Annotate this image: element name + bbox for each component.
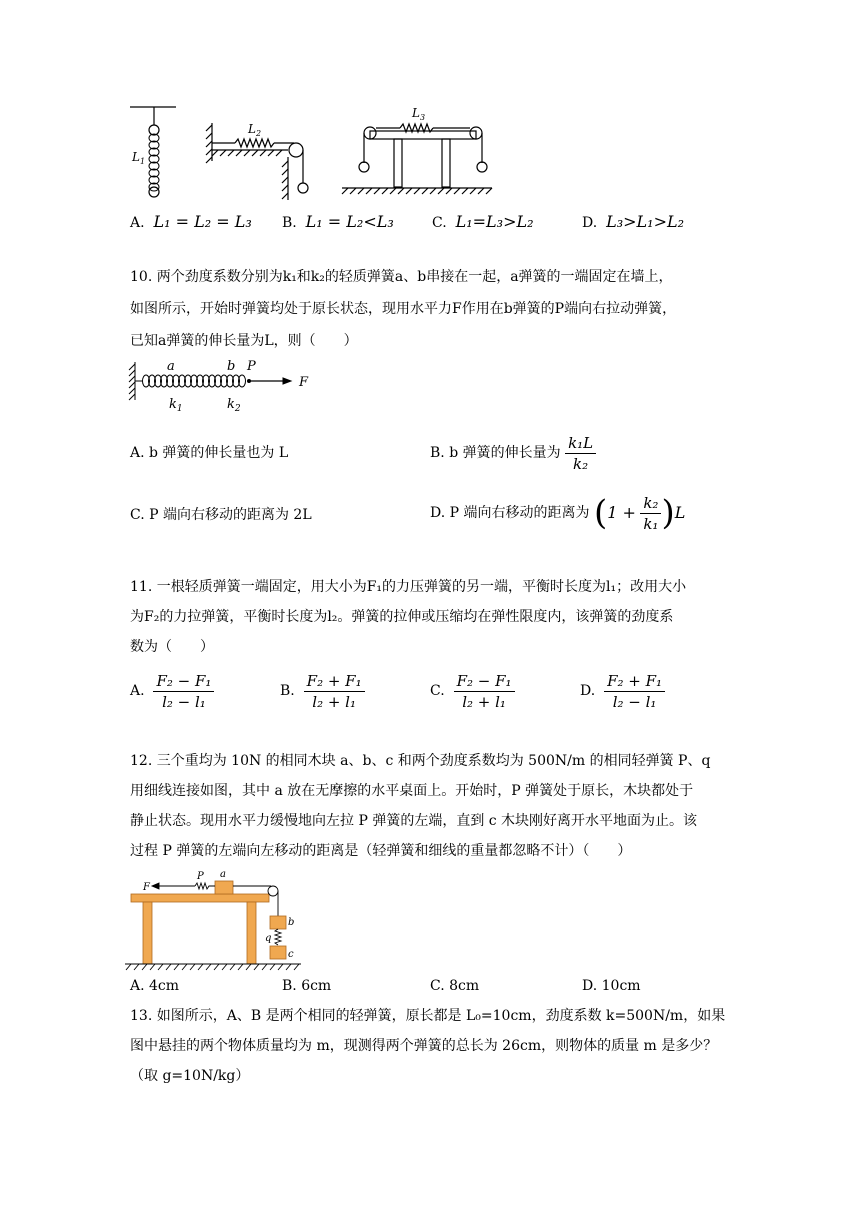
q9-fig-table-spring — [342, 124, 492, 194]
q9-option-c: C. L₁=L₃>L₂ — [432, 212, 534, 231]
q11-option-b: B. $\frac{\text{F₂ + F₁}}{\text{l₂ + l₁}}$ — [280, 666, 365, 716]
q12-text-line-3: 静止状态。现用水平力缓慢地向左拉 P 弹簧的左端，直到 c 木块刚好离开水平地面为止。该 — [130, 813, 698, 829]
q10-label-p: P — [247, 359, 256, 374]
q13-text-line-2: 图中悬挂的两个物体质量均为 m，现测得两个弹簧的总长为 26cm，则物体的质量 m 是多少？ — [130, 1038, 718, 1054]
q12-label-c: c — [288, 949, 294, 960]
q11-text-line-2: 为F₂的力拉弹簧，平衡时长度为l₂。弹簧的拉伸或压缩均在弹性限度内，该弹簧的劲度系 — [130, 609, 674, 625]
q12-label-b: b — [288, 917, 295, 928]
q12-table-leg-right — [247, 902, 256, 964]
q12-option-d: D. 10cm — [582, 978, 641, 994]
q10-label-b: b — [227, 359, 236, 374]
q9-option-b: B. L₁ = L₂<L₃ — [282, 212, 394, 231]
q10-text-line-3: 已知a弹簧的伸长量为L，则（ ） — [130, 333, 358, 349]
q10-label-a: a — [167, 359, 175, 374]
q12-label-q: q — [265, 933, 272, 944]
q12-block-c — [270, 946, 286, 959]
q13-text-line-1: 13. 如图所示，A、B 是两个相同的轻弹簧，原长都是 L₀=10cm，劲度系数 k=500N/m，如果 — [130, 1008, 726, 1024]
q9-label-l1: $L_1$ — [132, 150, 146, 166]
q12-label-f: F — [143, 882, 150, 893]
q11-option-c: C. $\frac{\text{F₂ − F₁}}{\text{l₂ + l₁}}$ — [430, 666, 515, 716]
q9-option-d: D. L₃>L₁>L₂ — [582, 212, 685, 231]
q10-option-d: D. P 端向右移动的距离为 (1 + $\frac{\text{k₂}}{\text{k₁}}$ )L — [430, 493, 686, 533]
q12-figure — [125, 866, 305, 972]
q10-label-k1: $k_1$ — [169, 397, 183, 414]
q12-table-top — [131, 894, 269, 902]
q9-label-l2: $L_2$ — [248, 122, 262, 138]
q9-figures — [120, 95, 500, 205]
q10-option-c: C. P 端向右移动的距离为 2L — [130, 507, 312, 523]
q10-label-f: F — [299, 375, 309, 390]
q11-text-line-1: 11. 一根轻质弹簧一端固定，用大小为F₁的力压弹簧的另一端，平衡时长度为l₁；改用大小 — [130, 579, 687, 595]
q11-text-line-3: 数为（ ） — [130, 639, 214, 655]
q9-option-a: A. L₁ = L₂ = L₃ — [130, 212, 252, 231]
q12-label-p: P — [197, 871, 204, 882]
q12-block-a — [215, 881, 233, 894]
q12-option-c: C. 8cm — [430, 978, 480, 994]
q12-label-a: a — [220, 869, 226, 880]
q10-label-k2: $k_2$ — [227, 397, 241, 414]
q12-option-a: A. 4cm — [130, 978, 180, 994]
q10-figure — [125, 356, 325, 416]
q11-option-d: D. $\frac{\text{F₂ + F₁}}{\text{l₂ − l₁}}$ — [580, 666, 665, 716]
q10-option-b-fraction: $\frac{\text{k₁L}}{\text{k₂}}$ — [565, 433, 596, 474]
q10-text-line-1: 10. 两个劲度系数分别为k₁和k₂的轻质弹簧a、b串接在一起，a弹簧的一端固定在墙上， — [130, 269, 673, 285]
q10-text-line-2: 如图所示，开始时弹簧均处于原长状态，现用水平力F作用在b弹簧的P端向右拉动弹簧， — [130, 301, 677, 317]
q9-label-l3: $L_3$ — [412, 106, 426, 122]
q12-text-line-4: 过程 P 弹簧的左端向左移动的距离是（轻弹簧和细线的重量都忽略不计）（ ） — [130, 843, 632, 859]
q10-option-b: B. b 弹簧的伸长量为 $\frac{\text{k₁L}}{\text{k₂}}$ — [430, 428, 596, 478]
q13-text-line-3: （取 g=10N/kg） — [130, 1068, 250, 1084]
q11-option-a: A. $\frac{\text{F₂ − F₁}}{\text{l₂ − l₁}}$ — [130, 666, 214, 716]
q10-option-a: A. b 弹簧的伸长量也为 L — [130, 445, 289, 461]
q10-option-d-fraction: $\frac{\text{k₂}}{\text{k₁}}$ — [640, 493, 661, 534]
q12-table-leg-left — [143, 902, 152, 964]
q12-option-b: B. 6cm — [282, 978, 332, 994]
q12-text-line-1: 12. 三个重均为 10N 的相同木块 a、b、c 和两个劲度系数均为 500N/m 的相同轻弹簧 P、q — [130, 753, 711, 769]
q12-text-line-2: 用细线连接如图，其中 a 放在无摩擦的水平桌面上。开始时，P 弹簧处于原长，木块都处于 — [130, 783, 694, 799]
q12-block-b — [270, 916, 286, 929]
